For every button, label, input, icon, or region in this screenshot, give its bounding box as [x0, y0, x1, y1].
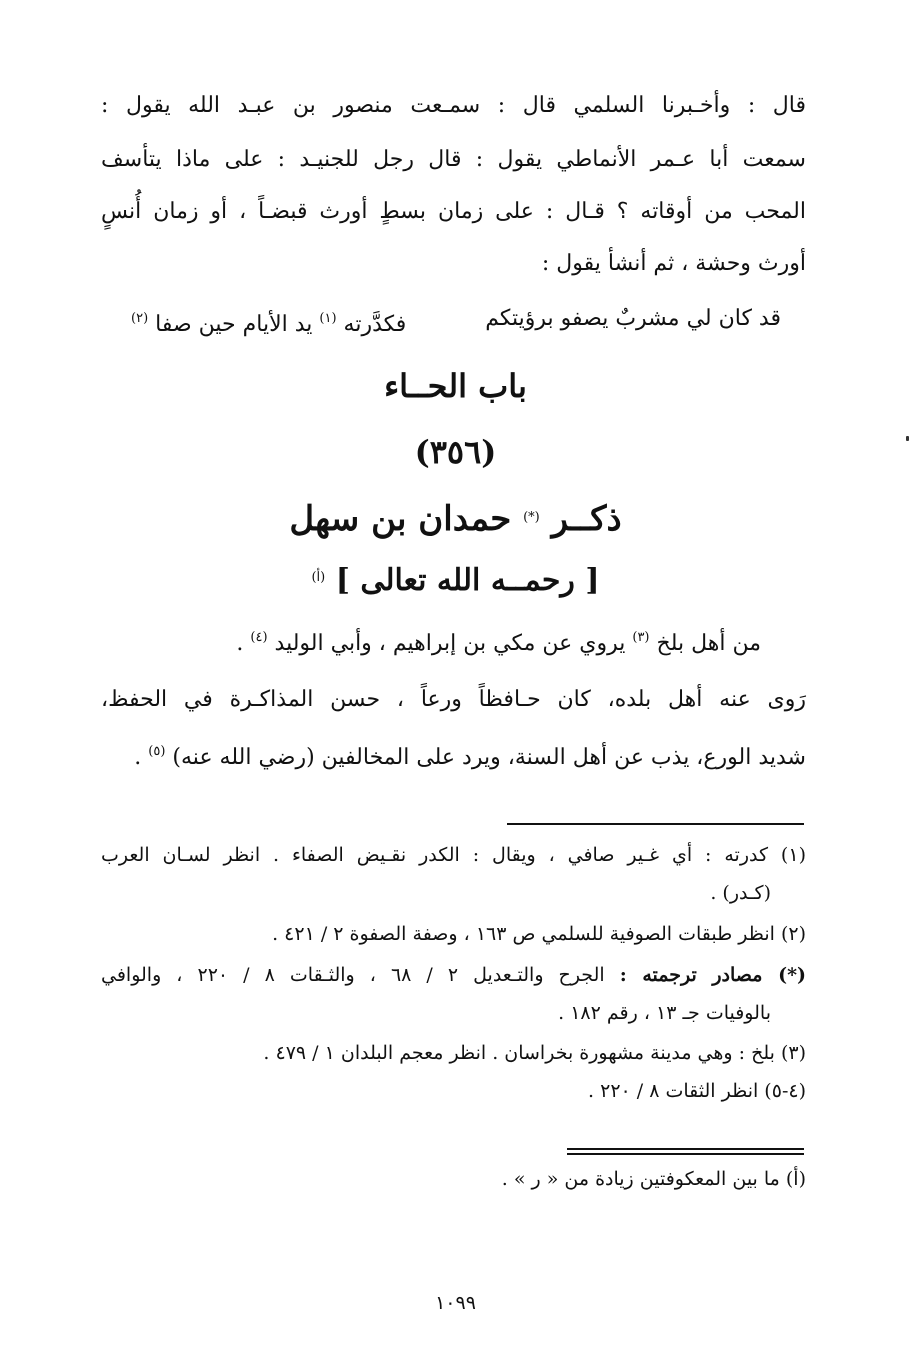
- entry-title: ذكــر (*) حمدان بن سهل: [289, 499, 622, 539]
- entry-number: (٣٥٦): [414, 433, 497, 471]
- footnote-star-label: (*) مصادر ترجمته :: [619, 964, 806, 986]
- footnote-star-cont: بالوفيات جـ ١٣ ، رقم ١٨٢ .: [558, 1002, 771, 1024]
- footnote-star: (*) مصادر ترجمته : الجرح والتـعديل ٢ / ٦٨ ، والثـقات ٨ / ٢٢٠ ، والوافي: [101, 964, 806, 986]
- body-line-3: المحب من أوقاته ؟ قـال : على زمان بسطٍ أورث قبضـاً ، أو زمان أُنسٍ: [101, 199, 806, 224]
- footnote-ref-a: (أ): [311, 570, 326, 585]
- footnote-ref-4: (٤): [250, 630, 268, 645]
- body-line-narration: رَوى عنه أهل بلده، كان حـافظاً ورعاً ، حسن المذاكـرة في الحفظ،: [101, 687, 806, 712]
- footnote-ref-1: (١): [319, 311, 337, 326]
- body-line-1: قال : وأخـبرنا السلمي قال : سمـعت منصور بن عبـد الله يقول :: [101, 93, 806, 118]
- footnote-ref-star: (*): [523, 510, 540, 525]
- page-number: ١٠٩٩: [435, 1292, 476, 1314]
- footnote-ref-2: (٢): [131, 311, 149, 326]
- body-line-origin: من أهل بلخ $^{(٣)}$ يروي عن مكي بن إبراهيم ، وأبي الوليد $^{(٤)}$ .: [236, 630, 761, 656]
- poetry-verse: [131, 304, 781, 340]
- footnote-ref-3: (٣): [632, 630, 650, 645]
- body-line-character: شديد الورع، يذب عن أهل السنة، ويرد على المخالفين (رضي الله عنه) $^{(٥)}$ .: [134, 744, 806, 770]
- body-line-4: أورث وحشة ، ثم أنشأ يقول :: [541, 251, 806, 276]
- verse-hemistich-1: قد كان لي مشربٌ يصفو برؤيتكم: [485, 306, 781, 331]
- footnote-2: (٢) انظر طبقات الصوفية للسلمي ص ١٦٣ ، وصفة الصفوة ٢ / ٤٢١ .: [272, 923, 806, 945]
- footnote-ref-5: (٥): [148, 744, 166, 759]
- body-line-2: سمعت أبا عـمر الأنماطي يقول : قال رجل للجنيـد : على ماذا يتأسف: [101, 147, 806, 172]
- blessing-line: [ رحمــه الله تعالى ] $^{(أ)}$: [311, 563, 600, 598]
- person-name: حمدان بن سهل: [289, 499, 512, 539]
- verse-hemistich-2: فكدَّرته $^{(١)}$ يد الأيام حين صفا $^{(٢)}$: [131, 311, 407, 337]
- chapter-title: باب الحــاء: [384, 367, 527, 405]
- footnote-1: (١) كدرته : أي غـير صافي ، ويقال : الكدر نقـيض الصفاء . انظر لسـان العرب: [101, 844, 806, 866]
- footnote-separator: [507, 823, 804, 825]
- editor-separator-top: [567, 1148, 804, 1150]
- footnote-1-cont: (كـدر) .: [710, 882, 771, 904]
- footnote-3: (٣) بلخ : وهي مدينة مشهورة بخراسان . انظر معجم البلدان ١ / ٤٧٩ .: [263, 1042, 806, 1064]
- editor-note: (أ) ما بين المعكوفتين زيادة من « ر » .: [501, 1168, 806, 1190]
- editor-separator-bottom: [567, 1153, 804, 1155]
- scan-speck: [906, 436, 909, 441]
- footnote-4-5: (٤-٥) انظر الثقات ٨ / ٢٢٠ .: [588, 1080, 806, 1102]
